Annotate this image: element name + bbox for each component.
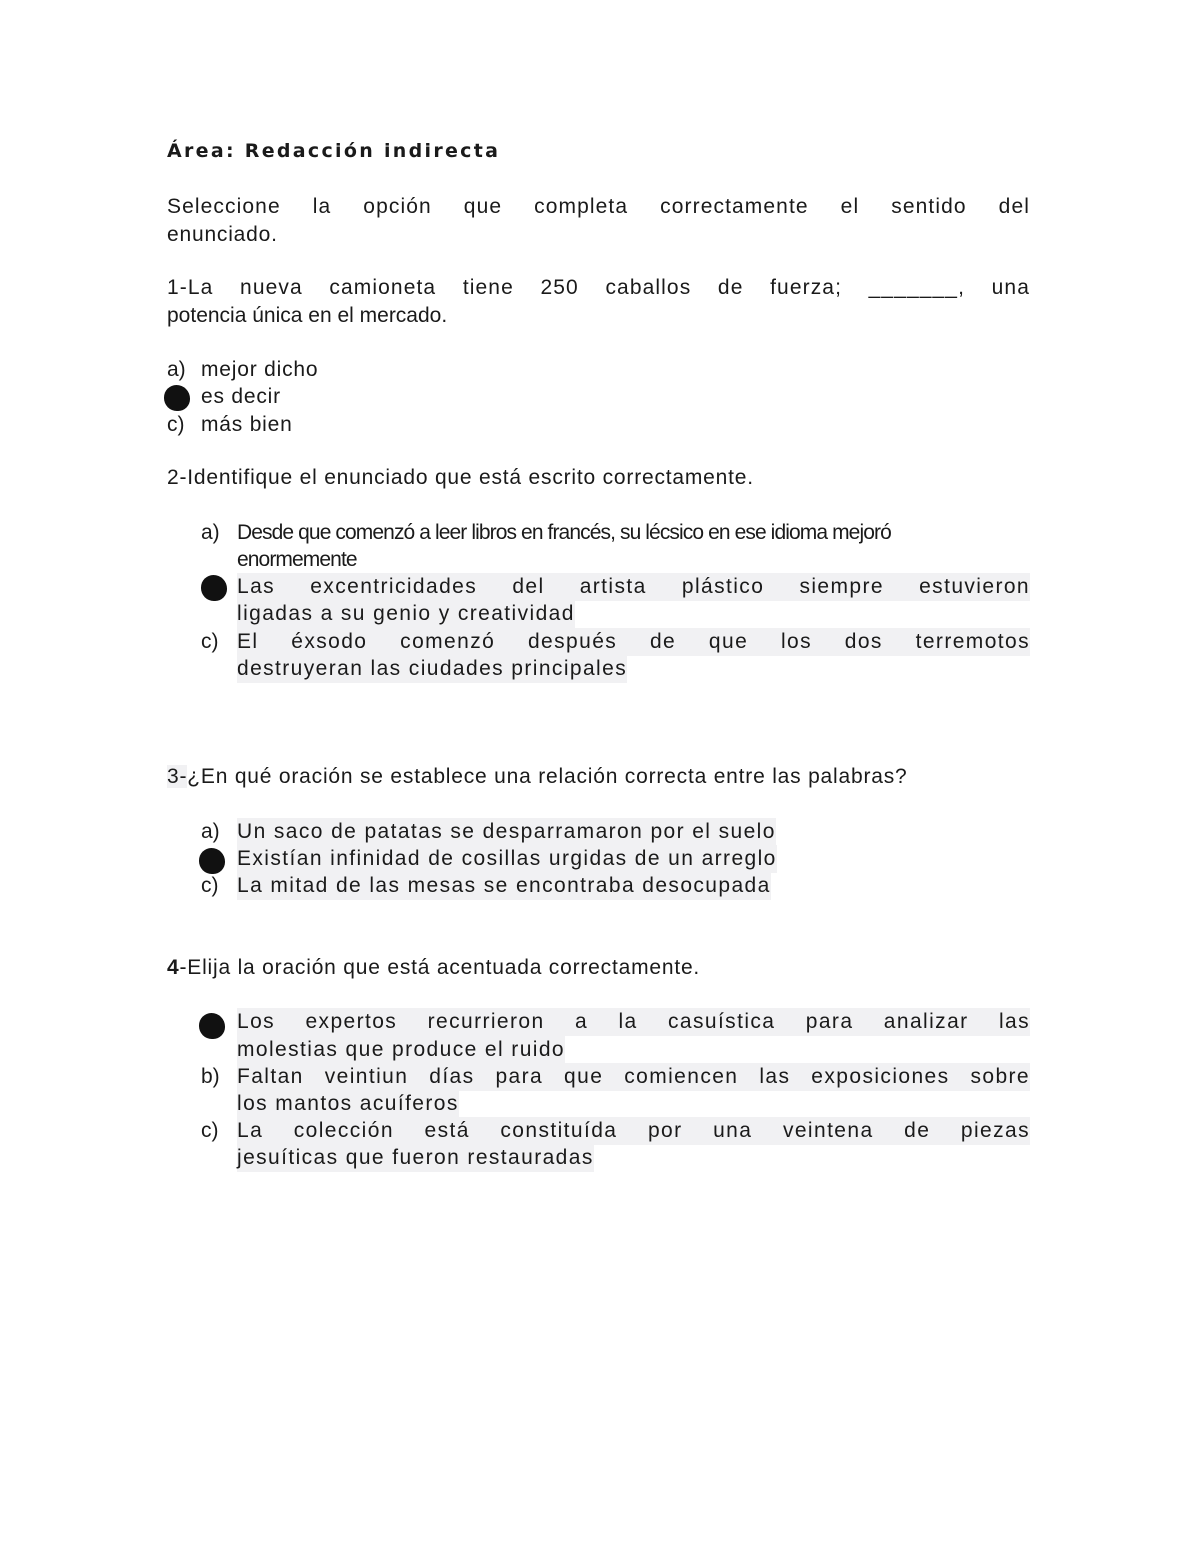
q3-option-b-text: Existían infinidad de cosillas urgidas de un arreglo <box>237 845 777 873</box>
q1-option-b-text: es decir <box>201 385 281 408</box>
q3-option-a-text: Un saco de patatas se desparramaron por el suelo <box>237 818 776 846</box>
question-4-number: 4 <box>167 956 180 979</box>
q2-option-a-label: a) <box>201 521 220 544</box>
question-4-text: -Elija la oración que está acentuada correctamente. <box>179 956 701 979</box>
q4-option-b-label: b) <box>201 1065 220 1088</box>
document-page <box>167 0 1030 1553</box>
q1-option-a-label: a) <box>167 358 186 381</box>
q4-option-b-line-2: los mantos acuíferos <box>237 1090 459 1118</box>
instructions-line-1: Seleccione la opción que completa correctamente el sentido del <box>167 195 1030 218</box>
question-4-stem <box>167 954 700 982</box>
question-1-stem-line-1: 1-La nueva camioneta tiene 250 caballos de fuerza; _______, una <box>167 276 1030 299</box>
q3-selected-mark-icon <box>199 848 225 874</box>
q2-selected-mark-icon <box>201 575 227 601</box>
q4-option-c-line-2: jesuíticas que fueron restauradas <box>237 1144 594 1172</box>
q3-option-c-label: c) <box>201 874 219 897</box>
q4-option-c-label: c) <box>201 1119 219 1142</box>
q4-option-c-line-1: La colección está constituída por una veintena de piezas <box>237 1117 1030 1145</box>
q2-option-c-label: c) <box>201 630 219 653</box>
q3-option-a-label: a) <box>201 820 220 843</box>
q2-option-b-line-1: Las excentricidades del artista plástico siempre estuvieron <box>237 573 1030 601</box>
q2-option-a-line-2: enormemente <box>237 548 357 571</box>
instructions-line-2: enunciado. <box>167 223 278 246</box>
q1-option-c-text: más bien <box>201 413 293 436</box>
question-3-number: 3- <box>167 765 188 788</box>
q4-option-a-line-1: Los expertos recurrieron a la casuística para analizar las <box>237 1008 1030 1036</box>
q2-option-c-line-1: El éxsodo comenzó después de que los dos terremotos <box>237 628 1030 656</box>
q4-option-a-line-2: molestias que produce el ruido <box>237 1036 565 1064</box>
q1-selected-mark-icon <box>164 385 190 411</box>
q1-option-a-text: mejor dicho <box>201 358 319 381</box>
question-3-stem <box>167 763 908 791</box>
q2-option-a-line-1: Desde que comenzó a leer libros en francés, su lécsico en ese idioma mejoró <box>237 521 891 544</box>
question-2-stem: 2-Identifique el enunciado que está escrito correctamente. <box>167 466 754 489</box>
q3-option-c-text: La mitad de las mesas se encontraba desocupada <box>237 872 771 900</box>
q2-option-b-line-2: ligadas a su genio y creatividad <box>237 600 575 628</box>
area-title: Área: Redacción indirecta <box>167 140 501 162</box>
q4-selected-mark-icon <box>199 1013 225 1039</box>
q1-option-c-label: c) <box>167 413 185 436</box>
question-3-text: ¿En qué oración se establece una relación correcta entre las palabras? <box>187 765 908 788</box>
q4-option-b-line-1: Faltan veintiun días para que comiencen las exposiciones sobre <box>237 1063 1030 1091</box>
question-1-stem-line-2: potencia única en el mercado. <box>167 304 448 327</box>
q2-option-c-line-2: destruyeran las ciudades principales <box>237 655 627 683</box>
